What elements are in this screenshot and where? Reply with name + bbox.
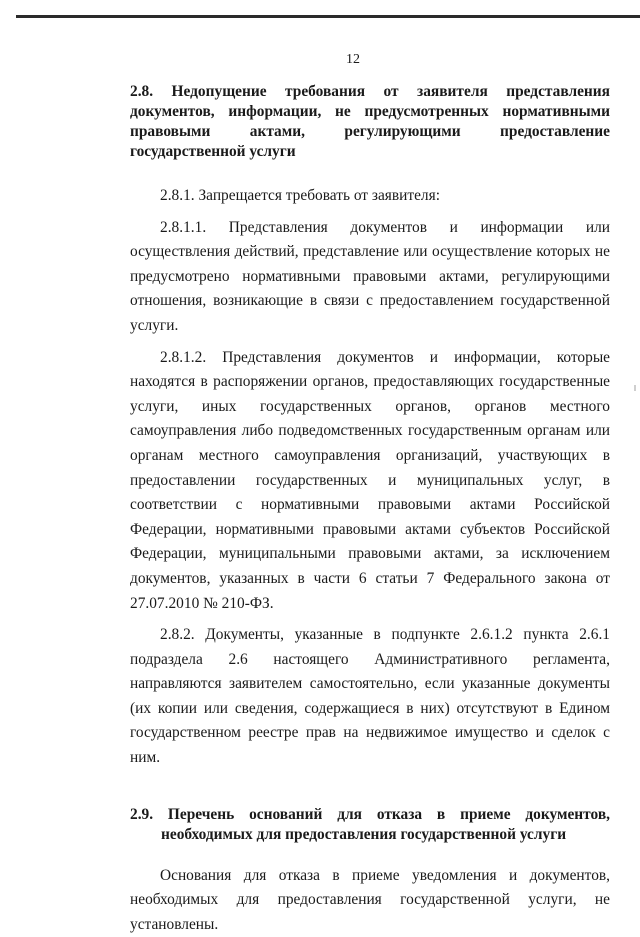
paragraph-2-8-1-2: 2.8.1.2. Представления документов и информации, которые находятся в распоряжении органов, предоставляющих государственные услуги, иных государственных органов, органов местного самоуправления либо подведомственных государственным органам или органам местного самоуправления организаций, участвующих в предоставлении государственных и муниципальных услуг, в соответствии с нормативными правовыми актами Российской Федерации, нормативными правовыми актами субъектов Российской Федерации, муниципальными правовыми актами, за исключением документов, указанных в части 6 статьи 7 Федерального закона от 27.07.2010 № 210-ФЗ.: [130, 348, 610, 612]
top-border-line: [16, 15, 640, 18]
document-body: [130, 82, 610, 937]
paragraph-2-8-1-1: 2.8.1.1. Представления документов и информации или осуществления действий, представление или осуществление которых не предусмотрено нормативными правовыми актами, регулирующими отношения, возникающие в связи с предоставлением государственной услуги.: [130, 218, 610, 334]
scan-edge-mark: [634, 385, 636, 391]
section-heading-2-9: 2.9. Перечень оснований для отказа в приеме документов, необходимых для предоставления государственной услуги: [130, 805, 610, 843]
section-heading-2-8: 2.8. Недопущение требования от заявителя представления документов, информации, не предусмотренных нормативными правовыми актами, регулирующими предоставление государственной услуги: [130, 83, 610, 160]
paragraph-2-8-2: 2.8.2. Документы, указанные в подпункте 2.6.1.2 пункта 2.6.1 подраздела 2.6 настоящего Административного регламента, направляются заявителем самостоятельно, если указанные документы (их копии или сведения, содержащиеся в них) отсутствуют в Едином государственном реестре прав на недвижимое имущество и сделок с ним.: [130, 626, 610, 767]
paragraph-2-8-1: 2.8.1. Запрещается требовать от заявителя:: [160, 187, 440, 204]
page-number: 12: [346, 52, 360, 67]
paragraph-2-9: Основания для отказа в приеме уведомления и документов, необходимых для предоставления государственной услуги, не установлены.: [130, 866, 610, 933]
